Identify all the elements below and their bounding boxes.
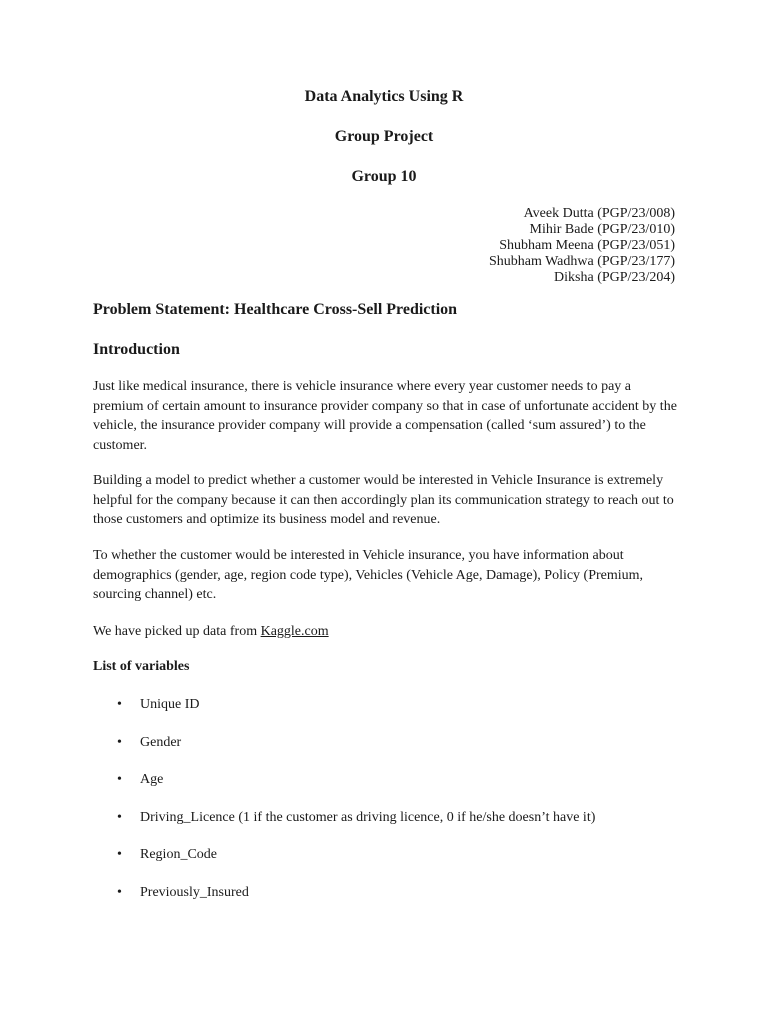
list-item: [93, 884, 693, 922]
author-entry: Mihir Bade (PGP/23/010): [529, 222, 675, 237]
list-item: [93, 771, 693, 809]
variables-list: [93, 696, 693, 921]
author-list: [489, 206, 675, 286]
variable-name: Previously_Insured: [140, 884, 249, 900]
list-item: [93, 809, 693, 847]
list-item: [93, 846, 693, 884]
bullet-icon: •: [117, 734, 122, 750]
variable-name: Age: [140, 772, 164, 787]
variable-name: Driving_Licence (1 if the customer as driving licence, 0 if he/she doesn’t have it): [140, 809, 596, 825]
author-entry: Aveek Dutta (PGP/23/008): [523, 206, 675, 221]
variables-heading: List of variables: [93, 659, 190, 674]
project-title: Group Project: [334, 128, 434, 145]
problem-statement-heading: Problem Statement: Healthcare Cross-Sell Prediction: [93, 301, 458, 318]
variable-name: Region_Code: [140, 847, 217, 862]
data-source-paragraph: [93, 622, 683, 642]
data-source-prefix: We have picked up data from: [93, 624, 261, 639]
intro-paragraph-2: Building a model to predict whether a customer would be interested in Vehicle Insurance is extremely helpful for the company because it can then accordingly plan its communication strategy to reach out to those customers and optimize its business model and revenue.: [93, 473, 674, 527]
author-entry: Diksha (PGP/23/204): [554, 270, 675, 285]
author-entry: Shubham Wadhwa (PGP/23/177): [488, 254, 675, 269]
intro-paragraph-3: To whether the customer would be interested in Vehicle insurance, you have information about demographics (gender, age, region code type), Vehicles (Vehicle Age, Damage), Policy (Premium, sourcing channel) etc.: [93, 548, 644, 602]
bullet-icon: •: [117, 884, 122, 900]
variable-name: Gender: [140, 734, 182, 750]
bullet-icon: •: [117, 697, 122, 712]
course-title: Data Analytics Using R: [304, 88, 464, 105]
bullet-icon: •: [117, 847, 122, 862]
author-entry: Shubham Meena (PGP/23/051): [499, 238, 675, 253]
intro-paragraph-1: Just like medical insurance, there is vehicle insurance where every year customer needs to pay a premium of certain amount to insurance provider company so that in case of unfortunate accident by the vehicle, the insurance provider company will provide a compensation (called ‘sum assured’) to the customer.: [93, 379, 677, 453]
bullet-icon: •: [117, 809, 122, 825]
kaggle-link[interactable]: Kaggle.com: [260, 624, 329, 639]
group-title: Group 10: [351, 168, 417, 185]
variable-name: Unique ID: [140, 697, 200, 712]
bullet-icon: •: [117, 772, 122, 787]
list-item: [93, 696, 693, 734]
list-item: [93, 734, 693, 772]
introduction-heading: Introduction: [93, 341, 180, 358]
